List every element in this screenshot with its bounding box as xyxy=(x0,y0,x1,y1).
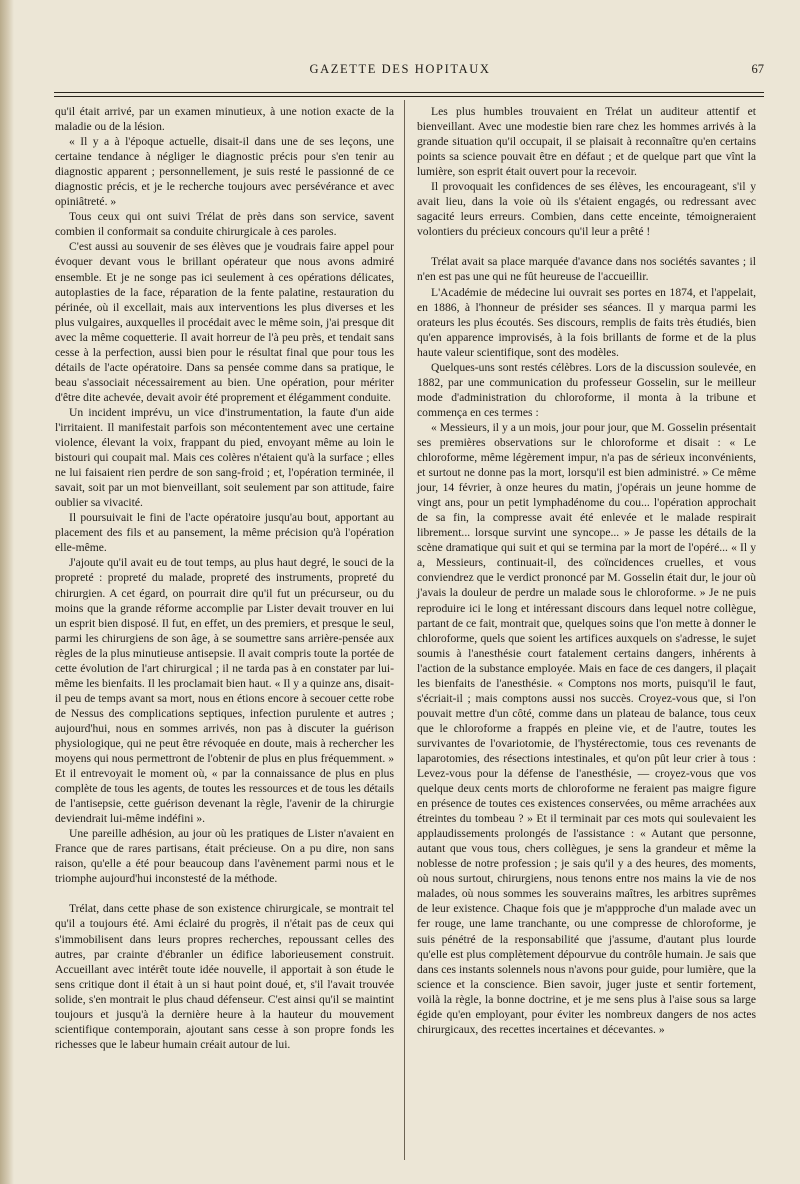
header-rule-bottom xyxy=(54,96,764,97)
paragraph: Les plus humbles trouvaient en Trélat un auditeur attentif et bienveillant. Avec une modestie bien rare chez les hommes arrivés à la grande situation qu'il occupait, il se plaisait à reconnaître qu'en certains points sa science pouvait être en défaut ; et de quelque part que vînt la lumière, son esprit était ouvert pour la recevoir. xyxy=(417,105,756,179)
column-divider xyxy=(404,100,405,1160)
paragraph: Une pareille adhésion, au jour où les pratiques de Lister n'avaient en France que de rares partisans, était précieuse. On a pu dire, non sans raison, qu'elle a été pour beaucoup dans l'avènement parmi nous et le triomphe aujourd'hui inconstesté de la méthode. xyxy=(55,827,394,886)
paragraph: « Messieurs, il y a un mois, jour pour jour, que M. Gosselin présentait ses premières observations sur le chloroforme et disait : « Le chloroforme, même légèrement impur, n'a pas de sérieux inconvénients, et surtout ne donne pas la mort, lorsqu'il est bien administré. » Ce même jour, 14 février, à onze heures du matin, j'opérais un jeune homme de vingt ans, pour un petit lymphadénome du cou... l'opération approchait de sa fin, la compresse avait été enlevée et le malade respirait librement... lorsque survint une syncope... » Je passe les détails de la scène dramatique qui suit et qui se termina par la mort de l'opéré... « Il y a, Messieurs, continuait-il, des coïncidences cruelles, et vous conviendrez que le verdict prononcé par M. Gosselin était dur, le jour où j'avais la douleur de perdre un malade sous le chloroforme. » Je ne puis reproduire ici le long et intéressant discours dans lequel notre collègue, partant de ce fait, montrait que, quelques soins que l'on mette à donner le chloroforme, quels que soient les artifices auxquels on s'adresse, le sujet soumis à l'anesthésie court fatalement certains dangers, inhérents à l'action de la substance employée. Mais en face de ces dangers, il plaçait les bienfaits de l'anesthésie. « Comptons nos morts, puisqu'il le faut, s'écriait-il ; mais comptons aussi nos succès. Croyez-vous que, si l'on pouvait mettre d'un côté, comme dans un plateau de balance, tous ceux que le chloroforme a frappés en pleine vie, et de l'autre, toutes les survivantes de l'ovariotomie, de l'hystérectomie, tous ces revenants de laparotomies, des résections intestinales, et qu'on pût leur crier à tous : Levez-vous pour la défense de l'anesthésie, — croyez-vous que vos quelque deux cents morts de chloroforme ne feraient pas maigre figure en présence de toutes ces existences conservées, ou même arrachées aux étreintes du tombeau ? » Et il terminait par ces mots qui soulevaient les applaudissements prolongés de l'assistance : « Autant que personne, autant que vous tous, chers collègues, je sens la grandeur et même la noblesse de notre profession ; je sais qu'il y a des heures, des moments, où nous surtout, chirurgiens, nous tenons entre nos mains la vie de nos malades, où nous sommes les souverains maîtres, les arbitres suprêmes de leur existence. Chaque fois que je m'appproche d'un malade avec un fer rouge, une lame tranchante, ou une compresse de chloroforme, je suis pénétré de la responsabilité que j'assume, d'autant plus lourde qu'elle est plus complètement dépourvue du contrôle humain. Je sais que dans ces instants solennels nous n'avons pour guide, pour lumière, que la science et la conscience. Bien savoir, juger juste et sentir fortement, voilà la règle, la bonne doctrine, et je me sens plus à l'aise sous sa large égide qu'en employant, pour éviter les nombreux dangers de nos actes chirurgicaux, des recettes incertaines et décevantes. » xyxy=(417,420,756,1036)
paragraph: Il poursuivait le fini de l'acte opératoire jusqu'au bout, apportant au placement des fils et au pansement, la même précision qu'à l'opération elle-même. xyxy=(55,511,394,555)
journal-title: GAZETTE DES HOPITAUX xyxy=(309,62,491,76)
left-column xyxy=(55,104,394,1052)
paragraph: J'ajoute qu'il avait eu de tout temps, au plus haut degré, le souci de la propreté : propreté du malade, propreté des instruments, propreté du chirurgien. A cet égard, on pourrait dire qu'il fut un précurseur, ou du moins que la grande réforme accomplie par Lister devait trouver en lui un esprit bien disposé. Il fut, en effet, un des premiers, et presque le seul, parmi les chirurgiens de son âge, à se soumettre sans arrière-pensée aux règles de la plus minutieuse antisepsie. Il avait compris toute la portée de cette évolution de l'art chirurgical ; il ne tarda pas à en constater par lui-même les bienfaits. Il les proclamait bien haut. « Il y a quinze ans, disait-il peu de temps avant sa mort, nous en étions encore à secouer cette robe de Nessus des complications septiques, infection purulente et autres ; aujourd'hui, nous en sommes arrivés, non pas à discuter la guérison physiologique, qui ne peut être révoquée en doute, mais à rechercher les moyens qui nous permettront de l'obtenir de plus en plus fréquemment. » Et il entrevoyait le moment où, « par la connaissance de plus en plus complète de tous les agents, de toutes les ressources et de tous les détails de l'antisepsie, cette guérison devenant la règle, l'avenir de la chirurgie deviendrait lui-même indéfini ». xyxy=(55,556,395,826)
paragraph: Un incident imprévu, un vice d'instrumentation, la faute d'un aide l'irritaient. Il manifestait parfois son mécontentement avec une certaine violence, élevant la voix, frappant du pied, envoyant même au loin le bistouri qui coupait mal. Mais ces colères n'étaient qu'à la surface ; elles ne lui faisaient rien perdre de son sang-froid ; et, l'opération terminée, il savait, soit par un mot bienveillant, soit seulement par son attitude, faire oublier sa vivacité. xyxy=(55,405,394,510)
paragraph: « Il y a à l'époque actuelle, disait-il dans une de ses leçons, une certaine tendance à négliger le diagnostic précis pour s'en tenir au diagnostic apparent ; personnellement, je suis resté le passionné de ce diagnostic précis, et je le recherche toujours avec persévérance et avec opiniâtreté. » xyxy=(55,135,394,209)
page-number: 67 xyxy=(751,62,764,76)
paragraph: C'est aussi au souvenir de ses élèves que je voudrais faire appel pour évoquer devant vous le brillant opérateur que nous avons admiré ensemble. Et je ne songe pas ici seulement à ces opérations délicates, autoplasties de la face, réparation de la fente palatine, restauration du périnée, où il excellait, mais aux interventions les plus diverses et les plus vulgaires, auxquelles il procédait avec le même soin, j'ai presque dit avec la même coquetterie. Il avait horreur de l'à peu près, et tendait sans cesse à la perfection, aussi bien pour le résultat final que pour tous les détails de l'acte opératoire. Dans sa pensée comme dans sa pratique, le beau s'associait nécessairement au bien. Une opération, pour mériter d'être dite achevée, devait avoir été proprement et élégamment conduite. xyxy=(55,240,394,404)
running-header xyxy=(30,60,770,84)
paragraph: qu'il était arrivé, par un examen minutieux, à une notion exacte de la maladie ou de la lésion. xyxy=(55,105,394,134)
paragraph: Il provoquait les confidences de ses élèves, les encourageant, s'il y avait lieu, dans la voie où ils s'étaient engagés, ou redressant avec sagacité leurs erreurs. Combien, dans cette enceinte, témoigneraient volontiers du précieux concours qu'il leur a prêté ! xyxy=(417,180,756,239)
paragraph: Trélat avait sa place marquée d'avance dans nos sociétés savantes ; il n'en est pas une qui ne fût heureuse de l'accueillir. xyxy=(417,255,756,284)
paragraph: Tous ceux qui ont suivi Trélat de près dans son service, savent combien il conformait sa conduite chirurgicale à ces paroles. xyxy=(55,210,394,239)
paragraph: Quelques-uns sont restés célèbres. Lors de la discussion soulevée, en 1882, par une communication du professeur Gosselin, sur le meilleur mode d'administration du chloroforme, il monta à la tribune et commença en ces termes : xyxy=(417,360,756,419)
paragraph: L'Académie de médecine lui ouvrait ses portes en 1874, et l'appelait, en 1886, à l'honneur de présider ses séances. Il y marqua parmi les orateurs les plus écoutés. Ses discours, remplis de faits très étudiés, bien qu'en apparence improvisés, à la fois brillants de forme et de la plus haute valeur scientifique, sont des modèles. xyxy=(417,285,756,359)
page-binding-edge xyxy=(0,0,14,1184)
right-column xyxy=(417,104,756,1037)
paragraph: Trélat, dans cette phase de son existence chirurgicale, se montrait tel qu'il a toujours été. Ami éclairé du progrès, il n'était pas de ceux qui s'immobilisent dans leurs propres recherches, repoussant celles des autres, par crainte d'ébranler un édifice laborieusement construit. Accueillant avec intérêt toute idée nouvelle, il apportait à son étude le sens critique dont il était à un si haut point doué, et, s'il l'avait trouvée solide, s'en montrait le plus chaud défenseur. C'est ainsi qu'il se maintint toujours et jusqu'à la dernière heure à la hauteur du mouvement scientifique contemporain, ajoutant sans cesse à son propre fonds les richesses que le labeur humain créait autour de lui. xyxy=(55,902,394,1051)
header-rule-top xyxy=(54,92,764,93)
